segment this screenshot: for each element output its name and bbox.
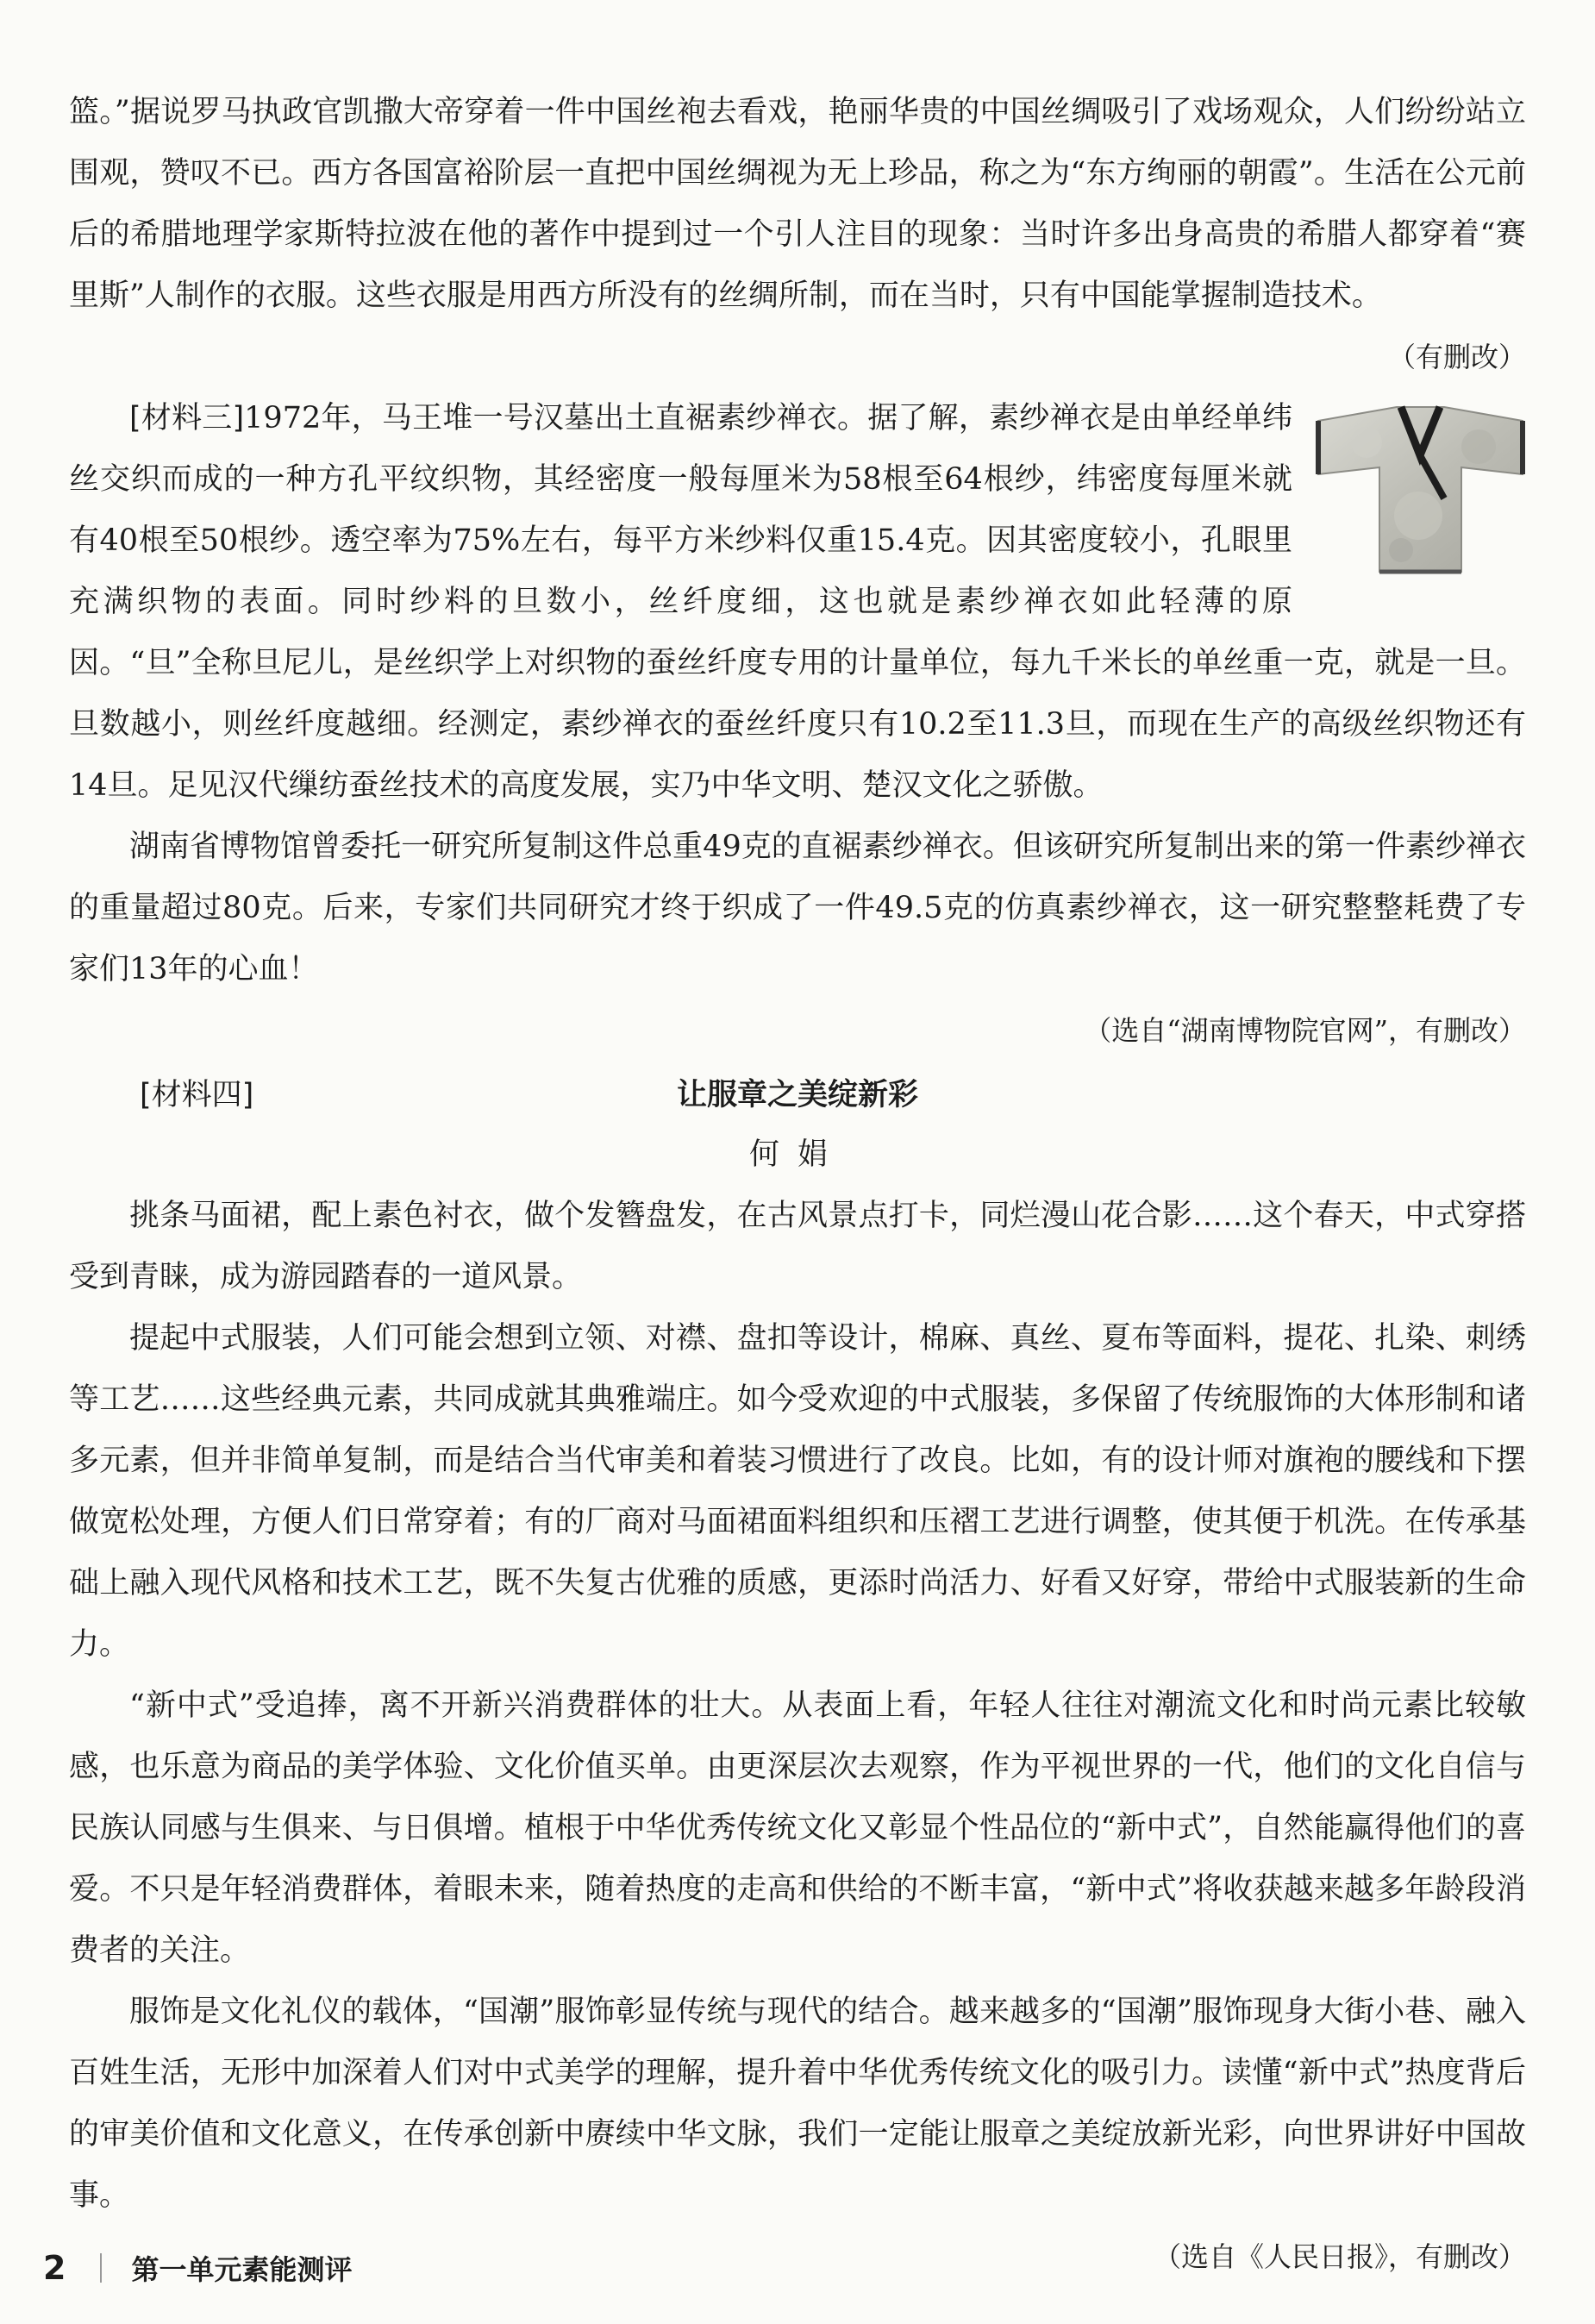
material3-paragraph-1: 1972年，马王堆一号汉墓出土直裾素纱禅衣。据了解，素纱禅衣是由单经单纬丝交织而成的一种方孔平纹织物，其经密度一般每厘米为58根至64根纱，纬密度每厘米就有40根至50根纱。透空率为75%左右，每平方米纱料仅重15.4克。因其密度较小，孔眼里充满织物的表面。同时纱料的旦数小，丝纤度细，这也就是素纱禅衣如此轻薄的原因。“旦”全称旦尼儿，是丝织学上对织物的蚕丝纤度专用的计量单位，每九千米长的单丝重一克，就是一旦。旦数越小，则丝纤度越细。经测定，素纱禅衣的蚕丝纤度只有10.2至11.3旦，而现在生产的高级丝织物还有14旦。足见汉代缫纺蚕丝技术的高度发展，实乃中华文明、楚汉文化之骄傲。 xyxy=(69,401,1526,803)
footer-divider xyxy=(100,2253,102,2283)
material4-paragraph: 挑条马面裙，配上素色衬衣，做个发簪盘发，在古风景点打卡，同烂漫山花合影……这个春天，中式穿搭受到青睐，成为游园踏春的一道风景。 xyxy=(69,1199,1526,1294)
material4-paragraph: “新中式”受追捧，离不开新兴消费群体的壮大。从表面上看，年轻人往往对潮流文化和时尚元素比较敏感，也乐意为商品的美学体验、文化价值买单。由更深层次去观察，作为平视世界的一代，他们的文化自信与民族认同感与生俱来、与日俱增。植根于中华优秀传统文化又彰显个性品位的“新中式”，自然能赢得他们的喜爱。不只是年轻消费群体，着眼未来，随着热度的走高和供给的不断丰富，“新中式”将收获越来越多年龄段消费者的关注。 xyxy=(69,1688,1526,1968)
material3-section xyxy=(69,388,1526,1062)
material3-source: （选自“湖南博物院官网”，有删改） xyxy=(1084,1014,1526,1047)
continuation-source: （有删改） xyxy=(1387,341,1526,373)
footer-section-title: 第一单元素能测评 xyxy=(131,2253,353,2286)
material4-paragraph: 提起中式服装，人们可能会想到立领、对襟、盘扣等设计，棉麻、真丝、夏布等面料，提花、扎染、刺绣等工艺……这些经典元素，共同成就其典雅端庄。如今受欢迎的中式服装，多保留了传统服饰的大体形制和诸多元素，但并非简单复制，而是结合当代审美和着装习惯进行了改良。比如，有的设计师对旗袍的腰线和下摆做宽松处理，方便人们日常穿着；有的厂商对马面裙面料组织和压褶工艺进行调整，使其便于机洗。在传承基础上融入现代风格和技术工艺，既不失复古优雅的质感，更添时尚活力、好看又好穿，带给中式服装新的生命力。 xyxy=(69,1321,1526,1662)
material3-label: [材料三] xyxy=(129,401,245,435)
silk-robe-image xyxy=(1315,395,1526,576)
material4-header xyxy=(69,1062,1526,1124)
material4-paragraph: 服饰是文化礼仪的载体，“国潮”服饰彰显传统与现代的结合。越来越多的“国潮”服饰现身大街小巷、融入百姓生活，无形中加深着人们对中式美学的理解，提升着中华优秀传统文化的吸引力。读懂“新中式”热度背后的审美价值和文化意义，在传承创新中赓续中华文脉，我们一定能让服章之美绽放新光彩，向世界讲好中国故事。 xyxy=(69,1995,1526,2213)
material4-source: （选自《人民日报》，有删改） xyxy=(1153,2240,1526,2273)
article-author: 何娟 xyxy=(748,1137,846,1172)
silk-robe-illustration xyxy=(1315,395,1526,576)
material4-label: [材料四] xyxy=(140,1078,254,1112)
continuation-paragraph: 篮。”据说罗马执政官凯撒大帝穿着一件中国丝袍去看戏，艳丽华贵的中国丝绸吸引了戏场观众，人们纷纷站立围观，赞叹不已。西方各国富裕阶层一直把中国丝绸视为无上珍品，称之为“东方绚丽的朝霞”。生活在公元前后的希腊地理学家斯特拉波在他的著作中提到过一个引人注目的现象：当时许多出身高贵的希腊人都穿着“赛里斯”人制作的衣服。这些衣服是用西方所没有的丝绸所制，而在当时，只有中国能掌握制造技术。 xyxy=(69,95,1526,313)
page-body xyxy=(69,82,1526,2288)
page-number: 2 xyxy=(43,2249,66,2287)
page-footer xyxy=(43,2242,352,2294)
material3-paragraph-2: 湖南省博物馆曾委托一研究所复制这件总重49克的直裾素纱禅衣。但该研究所复制出来的第一件素纱禅衣的重量超过80克。后来，专家们共同研究才终于织成了一件49.5克的仿真素纱禅衣，这一研究整整耗费了专家们13年的心血！ xyxy=(69,830,1526,987)
material4-section xyxy=(69,1062,1526,2288)
article-title: 让服章之美绽新彩 xyxy=(676,1078,918,1112)
